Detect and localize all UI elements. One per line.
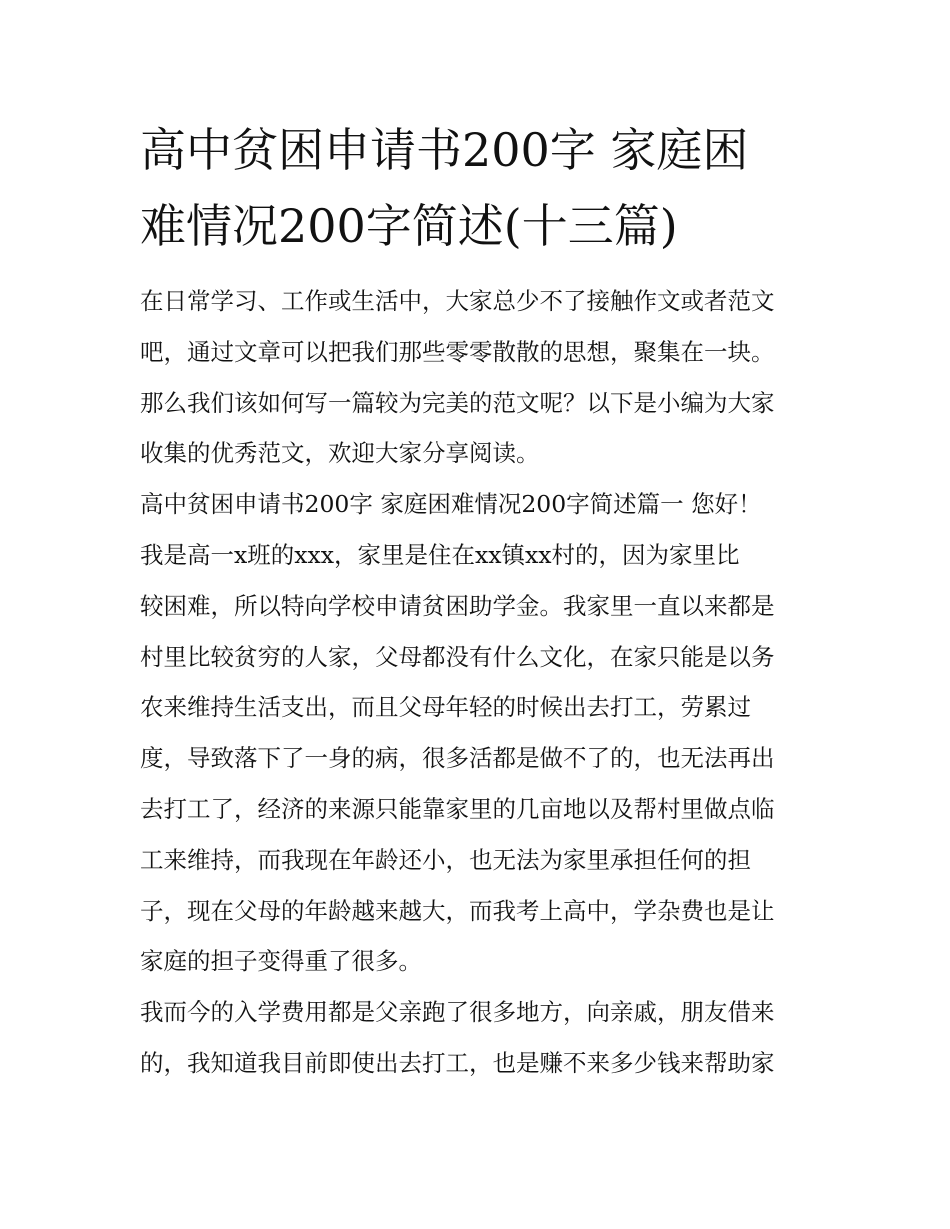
section-heading-line: 高中贫困申请书200字 家庭困难情况200字简述篇一 您好！ xyxy=(140,490,762,519)
body-line: 收集的优秀范文，欢迎大家分享阅读。 xyxy=(140,439,540,468)
body-line: 的，我知道我目前即使出去打工，也是赚不来多少钱来帮助家 xyxy=(140,1048,775,1077)
body-line: 工来维持，而我现在年龄还小，也无法为家里承担任何的担 xyxy=(140,845,751,874)
body-line: 那么我们该如何写一篇较为完美的范文呢？以下是小编为大家 xyxy=(140,388,775,417)
document-body xyxy=(140,276,820,1089)
body-line: 在日常学习、工作或生活中，大家总少不了接触作文或者范文 xyxy=(140,287,775,315)
title-line-1: 高中贫困申请书200字 家庭困 xyxy=(140,123,749,177)
body-line: 家庭的担子变得重了很多。 xyxy=(140,947,422,976)
body-line: 农来维持生活支出，而且父母年轻的时候出去打工，劳累过 xyxy=(140,693,751,722)
title-line-2: 难情况200字简述(十三篇) xyxy=(140,199,678,253)
body-line: 去打工了，经济的来源只能靠家里的几亩地以及帮村里做点临 xyxy=(140,794,775,823)
document-title xyxy=(140,112,820,264)
body-line: 我是高一x班的xxx，家里是住在xx镇xx村的，因为家里比 xyxy=(140,540,740,569)
body-line: 吧，通过文章可以把我们那些零零散散的思想，聚集在一块。 xyxy=(140,337,775,366)
body-line: 我而今的入学费用都是父亲跑了很多地方，向亲戚，朋友借来 xyxy=(140,998,775,1027)
body-line: 度，导致落下了一身的病，很多活都是做不了的，也无法再出 xyxy=(140,744,775,773)
body-line: 较困难，所以特向学校申请贫困助学金。我家里一直以来都是 xyxy=(140,591,775,620)
body-line: 村里比较贫穷的人家，父母都没有什么文化，在家只能是以务 xyxy=(140,642,775,671)
body-line: 子，现在父母的年龄越来越大，而我考上高中，学杂费也是让 xyxy=(140,896,775,925)
